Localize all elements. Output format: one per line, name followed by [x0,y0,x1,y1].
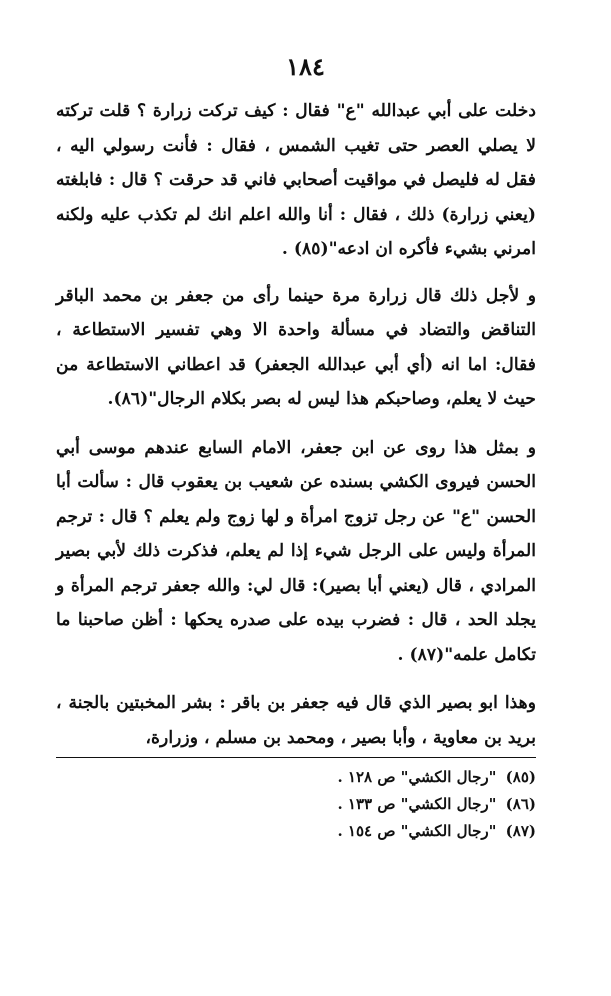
paragraph-1: دخلت على أبي عبدالله "ع" فقال : كيف تركت زرارة ؟ قلت تركته لا يصلي العصر حتى تغيب الشمس ، فقال : فأنت رسولي اليه ، فقل له فليصل في مواقيت أصحابي فاني قد حرقت ؟ قال : فابلغته (يعني زرارة) ذلك ، فقال : أنا والله اعلم انك لم تكذب عليه ولكنه امرني بشيء فأكره ان ادعه"(٨٥) . [56,101,536,259]
footnote-text: "رجال الكشي" ص ١٣٣ . [337,795,497,813]
paragraph-2: و لأجل ذلك قال زرارة مرة حينما رأى من جعفر بن محمد الباقر التناقض والتضاد في مسألة واحدة الا وهي تفسير الاستطاعة ، فقال: اما انه (أي أبي عبدالله الجعفر) قد اعطاني الاستطاعة من حيث لا يعلم، وصاحبكم هذا ليس له بصر بكلام الرجال"(٨٦). [56,285,536,409]
footnote-number: (٨٦) [505,795,536,813]
footnote-number: (٨٥) [505,768,536,786]
footnote-87 [56,818,536,845]
paragraph-4: وهذا ابو بصير الذي قال فيه جعفر بن باقر : بشر المخبتين بالجنة ، بريد بن معاوية ، وأبا بصير ، ومحمد بن مسلم ، وزرارة، [56,693,536,748]
paragraph-3: و بمثل هذا روى عن ابن جعفر، الامام السابع عندهم موسى أبي الحسن فيروى الكشي بسنده عن شعيب بن يعقوب قال : سألت أبا الحسن "ع" عن رجل تزوج امرأة و لها زوج ولم يعلم ؟ قال : ترجم المرأة وليس على الرجل شيء إذا لم يعلم، فذكرت ذلك لأبي بصير المرادي ، قال (يعني أبا بصير): قال لي: والله جعفر ترجم المرأة و يجلد الحد ، قال : فضرب بيده على صدره يحكها : أظن صاحبنا ما تكامل علمه"(٨٧) . [56,437,536,665]
footnote-text: "رجال الكشي" ص ١٥٤ . [337,822,497,840]
footnotes [56,764,536,845]
footnote-86 [56,791,536,818]
footnote-separator [56,757,536,758]
main-text [56,94,536,769]
page-number: ١٨٤ [286,52,325,81]
footnote-85 [56,764,536,791]
footnote-number: (٨٧) [505,822,536,840]
footnote-text: "رجال الكشي" ص ١٢٨ . [337,768,497,786]
